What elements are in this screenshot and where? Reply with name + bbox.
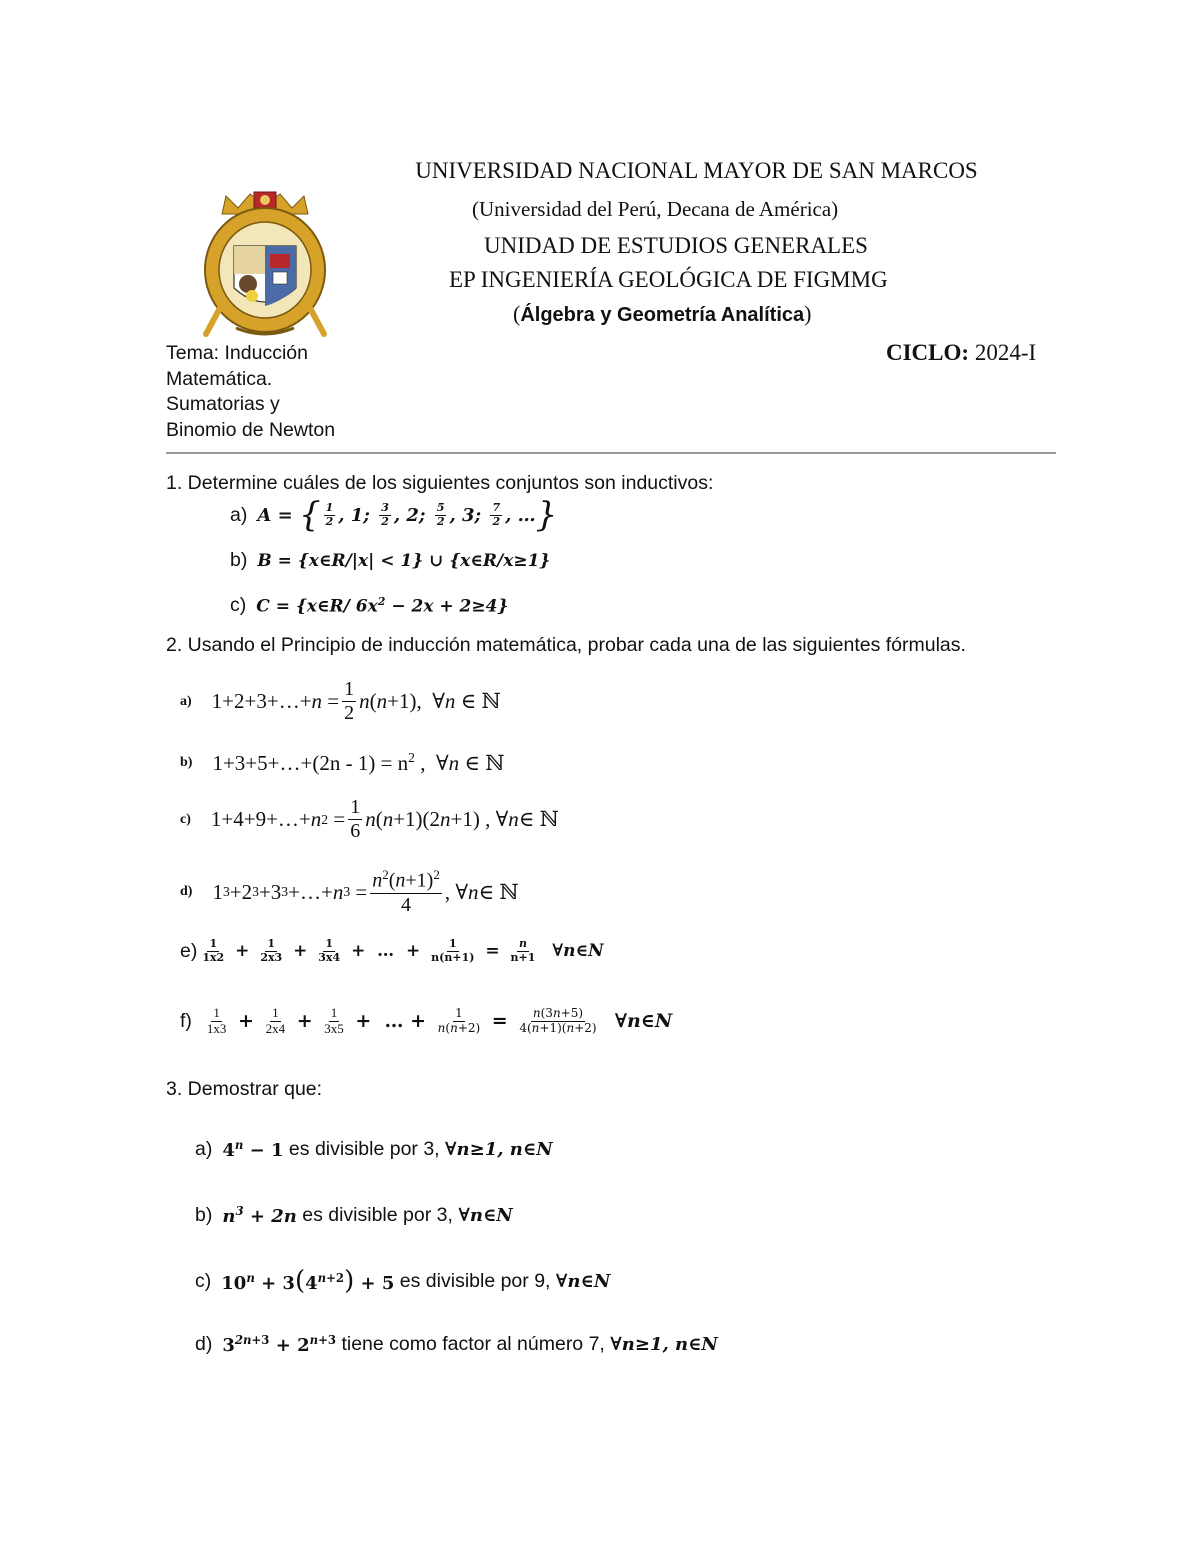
q3-b-text: es divisible por 3, bbox=[296, 1204, 459, 1226]
q3-d-text: tiene como factor al número 7, bbox=[336, 1333, 611, 1355]
q2-b-formula: 1+3+5+…+(2n - $1) = n^2$ , ∀n ∈ ℕ bbox=[212, 750, 505, 775]
q2-d-label: d) bbox=[180, 884, 193, 900]
q2-f-label: f) bbox=[180, 1009, 192, 1032]
q3-a-text: es divisible por 3, bbox=[283, 1138, 446, 1160]
q2-item-f bbox=[180, 1006, 672, 1037]
cycle-value: 2024-I bbox=[974, 340, 1037, 365]
q3-item-a bbox=[195, 1138, 553, 1161]
q1-c-formula: C = {x∈R/ $6x^2 - 2x + 2\ge 4$} bbox=[256, 594, 509, 617]
q3-c-expr: $10^n + 3(4^{n+2}) + 5$ bbox=[221, 1266, 395, 1296]
q1-item-b bbox=[230, 549, 550, 572]
q3-d-quantifier: ∀n≥1, n∈N bbox=[610, 1334, 718, 1355]
q3-c-label: c) bbox=[195, 1269, 212, 1292]
university-seal-logo bbox=[196, 188, 334, 338]
q3-b-quantifier: ∀n∈N bbox=[458, 1205, 513, 1226]
q2-item-d bbox=[180, 868, 519, 917]
question-3-title: 3. Demostrar que: bbox=[166, 1078, 323, 1100]
q1-a-formula: A = { $\frac{1}{2}$ , 1; $\frac{3}{2}$ , 2; $\frac{5}{2}$ , 3; $\frac{7}{2}$ , … } bbox=[257, 495, 558, 535]
question-1-title: 1. Determine cuáles de los siguientes conjuntos son inductivos: bbox=[166, 472, 714, 494]
q3-a-expr: $4^n - 1$ bbox=[222, 1138, 284, 1161]
topic-line: Sumatorias y bbox=[166, 393, 280, 415]
header-divider bbox=[166, 452, 1056, 454]
q3-c-text: es divisible por 9, bbox=[394, 1269, 556, 1292]
question-2-title: 2. Usando el Principio de inducción matemática, probar cada una de las siguientes fórmulas. bbox=[166, 634, 966, 656]
q2-item-c bbox=[180, 796, 559, 843]
q2-item-b bbox=[180, 750, 504, 776]
q3-b-label: b) bbox=[195, 1204, 213, 1226]
q2-f-formula: $\frac{1}{1x3}$ + $\frac{1}{2x4}$ + $\frac{1}{3x5}$ + … + $\frac{1}{n(n+2)}$ = $\frac{n(3n+5)}{4(n+1)(n+2)}$ ∀n∈N bbox=[206, 1005, 673, 1036]
q3-d-expr: $3^{2n+3} + 2^{n+3}$ bbox=[222, 1333, 337, 1356]
q3-item-b bbox=[195, 1204, 513, 1227]
q2-c-label: c) bbox=[180, 811, 191, 827]
q2-item-e bbox=[180, 938, 604, 964]
q3-a-label: a) bbox=[195, 1138, 213, 1160]
course-paren-close: ) bbox=[804, 301, 812, 326]
q1-b-label: b) bbox=[230, 549, 248, 571]
q1-item-a bbox=[230, 495, 558, 535]
q3-a-quantifier: ∀n≥1, n∈N bbox=[445, 1139, 553, 1160]
q3-item-c bbox=[195, 1266, 610, 1296]
cycle-label: CICLO: bbox=[886, 340, 970, 365]
cycle bbox=[886, 340, 1036, 366]
q2-e-formula: $\frac{1}{1x2}$ + $\frac{1}{2x3}$ + $\frac{1}{3x4}$ + … + $\frac{1}{n(n+1)}$ = $\frac{n}{n+1}$ ∀n∈N bbox=[202, 937, 604, 964]
q3-c-quantifier: ∀n∈N bbox=[555, 1270, 611, 1292]
unit-name: UNIDAD DE ESTUDIOS GENERALES bbox=[484, 233, 868, 258]
school-name: EP INGENIERÍA GEOLÓGICA DE FIGMMG bbox=[449, 267, 888, 292]
q2-e-label: e) bbox=[180, 939, 198, 962]
q2-d-formula: 1 3 +2 3 +3 3 +…+ n 3 = $\frac{n^2(n+1)^2}{4}$ , ∀ n ∈ ℕ bbox=[212, 867, 519, 916]
university-name: UNIVERSIDAD NACIONAL MAYOR DE SAN MARCOS bbox=[415, 158, 978, 183]
q2-item-a bbox=[180, 678, 501, 725]
q3-b-expr: $n^3 + 2n$ bbox=[222, 1204, 297, 1227]
q1-c-label: c) bbox=[230, 594, 247, 616]
q3-item-d bbox=[195, 1333, 718, 1356]
university-subtitle: (Universidad del Perú, Decana de América) bbox=[472, 197, 839, 221]
q2-a-formula: 1+2+3+…+ n = $\frac{1}{2}$ n ( n +1), ∀ n ∈ ℕ bbox=[211, 678, 501, 724]
q2-c-formula: 1+4+9+…+ n 2 = $\frac{1}{6}$ n ( n +1)(2 n +1) , ∀ n ∈ ℕ bbox=[210, 796, 559, 842]
course-line bbox=[513, 301, 811, 327]
course-name: Álgebra y Geometría Analítica bbox=[520, 304, 805, 326]
topic-line: Tema: Inducción bbox=[166, 342, 308, 364]
q3-d-label: d) bbox=[195, 1333, 213, 1355]
course-paren-open: ( bbox=[513, 301, 521, 326]
topic-line: Matemática. bbox=[166, 368, 273, 390]
q1-a-label: a) bbox=[230, 503, 248, 526]
topic-line: Binomio de Newton bbox=[166, 419, 336, 441]
q1-b-formula: B = {x∈R/|x| < 1} ∪ {x∈R/x≥1} bbox=[257, 550, 551, 571]
q1-item-c bbox=[230, 594, 508, 617]
q2-b-label: b) bbox=[180, 755, 193, 770]
q2-a-label: a) bbox=[180, 693, 192, 709]
